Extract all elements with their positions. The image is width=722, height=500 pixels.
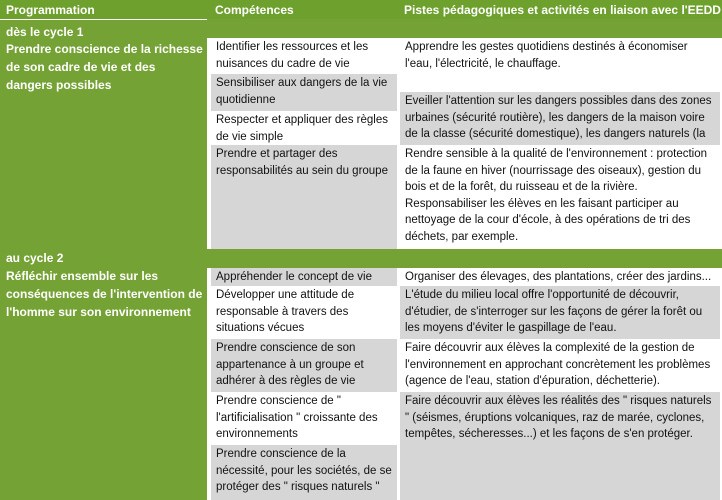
programmation-column xyxy=(0,20,207,500)
cycle2-piste-3: Faire découvrir aux élèves la complexité de la gestion de l'environnement en approchant concrètement les problèmes (agence de l'eau, station d'épuration, déchetterie). xyxy=(400,339,720,392)
cycle1-piste-3: Rendre sensible à la qualité de l'environnement : protection de la faune en hiver (nourrissage des oiseaux), gestion du bois et de la forêt, du ruisseau et de la rivière. Responsabiliser les élèves en les faisant participer au nettoyage de la cour d'école, à des opérations de tri des déchets, par exemple. xyxy=(400,145,720,249)
cycle2-competence-2: Développer une attitude de responsable à travers des situations vécues xyxy=(211,286,397,339)
cycle2-piste-2: L'étude du milieu local offre l'opportunité de découvrir, d'étudier, de s'interroger sur les façons de gérer la forêt ou les moyens d'éviter le gaspillage de l'eau. xyxy=(400,286,720,339)
cycle2-piste-4: Faire découvrir aux élèves les réalités des " risques naturels " (séismes, éruptions volcaniques, raz de marée, cyclones, tempêtes, sécheresses...) et les façons de s'en protéger. xyxy=(400,392,720,500)
cycle1-label: dès le cycle 1 xyxy=(6,25,84,39)
cycle1-competence-3: Respecter et appliquer des règles de vie simple xyxy=(211,111,397,145)
cycle1-band xyxy=(207,19,722,38)
cycle2-title: Réfléchir ensemble sur les conséquences de l'intervention de l'homme sur son environnement xyxy=(6,269,203,319)
cycle2-competence-5: Prendre conscience de la nécessité, pour les sociétés, de se protéger des " risques naturels " xyxy=(211,445,397,500)
header-programmation: Programmation xyxy=(6,3,95,17)
cycle1-competence-1: Identifier les ressources et les nuisances du cadre de vie xyxy=(211,38,397,74)
cycle2-competence-4: Prendre conscience de " l'artificialisation " croissante des environnements xyxy=(211,392,397,445)
cycle2-piste-1: Organiser des élevages, des plantations, créer des jardins... xyxy=(400,268,720,286)
cycle2-competence-1: Appréhender le concept de vie xyxy=(211,268,397,286)
header-pistes: Pistes pédagogiques et activités en liaison avec l'EEDD xyxy=(404,3,721,17)
table-header xyxy=(0,0,722,19)
cycle1-piste-2: Eveiller l'attention sur les dangers possibles dans des zones urbaines (sécurité routière), les dangers de la maison voire de la classe (sécurité domestique), les dangers naturels (la xyxy=(400,92,720,145)
cycle1-competence-2: Sensibiliser aux dangers de la vie quotidienne xyxy=(211,74,397,111)
cycle1-title: Prendre conscience de la richesse de son cadre de vie et des dangers possibles xyxy=(6,42,203,92)
header-competences: Compétences xyxy=(215,3,294,17)
cycle1-competence-4: Prendre et partager des responsabilités au sein du groupe xyxy=(211,145,397,249)
cycle2-band xyxy=(207,249,722,268)
cycle2-competence-3: Prendre conscience de son appartenance à un groupe et adhérer à des règles de vie xyxy=(211,339,397,392)
cycle1-piste-1: Apprendre les gestes quotidiens destinés à économiser l'eau, l'électricité, le chauffage. xyxy=(400,38,720,92)
cycle2-label: au cycle 2 xyxy=(6,251,64,265)
